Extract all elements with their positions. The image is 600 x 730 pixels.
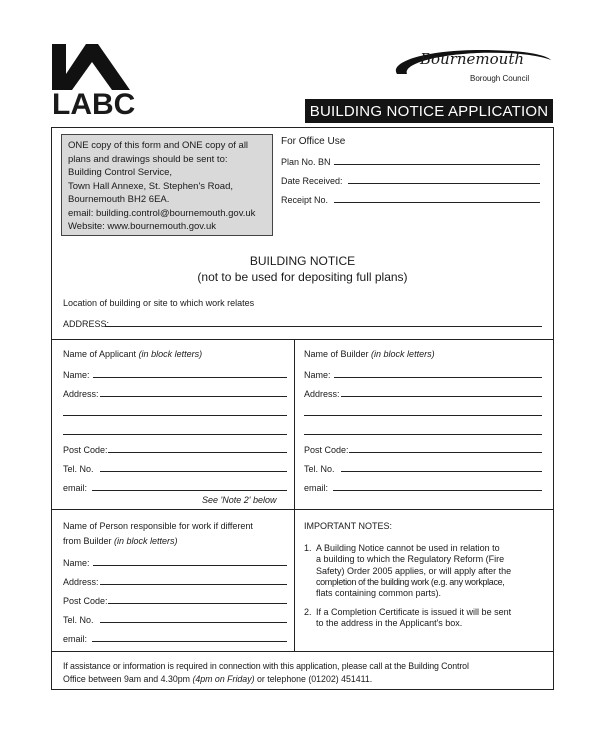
note-1-line-5: flats containing common parts). bbox=[316, 588, 442, 599]
responsible-heading-1: Name of Person responsible for work if different bbox=[63, 521, 253, 531]
responsible-tel-field[interactable] bbox=[100, 622, 287, 623]
office-use-title: For Office Use bbox=[281, 136, 346, 147]
note-2-line-2: to the address in the Applicant's box. bbox=[316, 618, 463, 629]
builder-name-field[interactable] bbox=[334, 377, 542, 378]
builder-email-label: email: bbox=[304, 483, 329, 493]
location-label: Location of building or site to which work relates bbox=[63, 298, 255, 308]
note-1-number: 1. bbox=[304, 543, 312, 553]
council-script-name: Bournemouth bbox=[420, 50, 525, 68]
applicant-postcode-label: Post Code: bbox=[63, 445, 108, 455]
section-divider-2 bbox=[51, 509, 554, 510]
builder-address-field-1[interactable] bbox=[341, 396, 542, 397]
send-address-1: Building Control Service, bbox=[68, 167, 173, 178]
applicant-tel-label: Tel. No. bbox=[63, 464, 94, 474]
receipt-no-field[interactable] bbox=[334, 202, 540, 203]
notice-subheading: (not to be used for depositing full plans) bbox=[197, 270, 408, 284]
builder-postcode-field[interactable] bbox=[349, 452, 542, 453]
receipt-no-label: Receipt No. bbox=[281, 195, 329, 205]
applicant-email-label: email: bbox=[63, 483, 88, 493]
labc-logo-text: LABC bbox=[52, 88, 136, 121]
builder-tel-field[interactable] bbox=[341, 471, 542, 472]
responsible-heading-text: from Builder bbox=[63, 536, 112, 546]
note-1-line-1: A Building Notice cannot be used in relation to bbox=[316, 543, 500, 553]
applicant-address-field-2[interactable] bbox=[63, 415, 287, 416]
applicant-address-field-3[interactable] bbox=[63, 434, 287, 435]
send-website: Website: www.bournemouth.gov.uk bbox=[68, 221, 217, 232]
applicant-heading bbox=[63, 349, 202, 359]
responsible-address-label: Address: bbox=[63, 577, 99, 587]
labc-logo-mark bbox=[52, 44, 132, 90]
note-2-number: 2. bbox=[304, 607, 312, 617]
note-1-line-3: Safety) Order 2005 applies, or will apply after the bbox=[316, 565, 512, 576]
responsible-heading-2 bbox=[63, 536, 178, 546]
builder-heading-text: Name of Builder bbox=[304, 349, 369, 359]
responsible-email-label: email: bbox=[63, 634, 88, 644]
builder-address-field-2[interactable] bbox=[304, 415, 542, 416]
send-email: email: building.control@bournemouth.gov.uk bbox=[68, 207, 256, 219]
site-address-field[interactable] bbox=[105, 326, 542, 327]
applicant-address-field-1[interactable] bbox=[100, 396, 287, 397]
responsible-name-field[interactable] bbox=[93, 565, 287, 566]
responsible-name-label: Name: bbox=[63, 558, 90, 568]
send-address-2: Town Hall Annexe, St. Stephen's Road, bbox=[68, 180, 233, 192]
footer-line-2c: or telephone (01202) 451411. bbox=[256, 674, 373, 684]
builder-tel-label: Tel. No. bbox=[304, 464, 335, 474]
date-received-label: Date Received: bbox=[281, 176, 343, 186]
footer-line-2b: (4pm on Friday) bbox=[192, 674, 255, 684]
footer-line-2a: Office between 9am and 4.30pm bbox=[63, 674, 190, 684]
applicant-tel-field[interactable] bbox=[100, 471, 287, 472]
applicant-heading-text: Name of Applicant bbox=[63, 349, 137, 359]
notes-title: IMPORTANT NOTES: bbox=[304, 521, 393, 531]
responsible-email-field[interactable] bbox=[92, 641, 287, 642]
notice-heading: BUILDING NOTICE bbox=[249, 254, 356, 268]
applicant-name-label: Name: bbox=[63, 370, 90, 380]
applicant-address-label: Address: bbox=[63, 389, 99, 399]
form-title-bar bbox=[305, 99, 553, 123]
note-2-line-1: If a Completion Certificate is issued it will be sent bbox=[316, 607, 512, 617]
council-subtitle: Borough Council bbox=[470, 74, 530, 83]
builder-address-label: Address: bbox=[304, 389, 340, 399]
section-divider-1 bbox=[51, 339, 554, 340]
see-note-2: See 'Note 2' below bbox=[202, 495, 277, 505]
column-divider-2 bbox=[294, 509, 295, 651]
footer-text bbox=[63, 660, 543, 686]
send-line-1: ONE copy of this form and ONE copy of all bbox=[68, 140, 249, 151]
applicant-postcode-field[interactable] bbox=[108, 452, 287, 453]
plan-no-field[interactable] bbox=[334, 164, 540, 165]
note-1-text bbox=[316, 543, 542, 599]
responsible-heading-note: (in block letters) bbox=[114, 536, 178, 546]
form-title: BUILDING NOTICE APPLICATION bbox=[309, 102, 549, 120]
builder-address-field-3[interactable] bbox=[304, 434, 542, 435]
address-label: ADDRESS: bbox=[63, 319, 110, 329]
send-address-3: Bournemouth BH2 6EA. bbox=[68, 194, 170, 205]
responsible-postcode-field[interactable] bbox=[108, 603, 287, 604]
applicant-name-field[interactable] bbox=[93, 377, 287, 378]
note-1-line-2: a building to which the Regulatory Reform (Fire bbox=[316, 554, 505, 565]
builder-heading-note: (in block letters) bbox=[371, 349, 435, 359]
footer-line-1: If assistance or information is required in connection with this application, please call at the Building Control bbox=[63, 661, 469, 671]
section-divider-3 bbox=[51, 651, 554, 652]
footer-line-2 bbox=[63, 673, 543, 686]
responsible-tel-label: Tel. No. bbox=[63, 615, 94, 625]
responsible-postcode-label: Post Code: bbox=[63, 596, 108, 606]
column-divider-1 bbox=[294, 339, 295, 509]
builder-name-label: Name: bbox=[304, 370, 331, 380]
responsible-address-field[interactable] bbox=[100, 584, 287, 585]
note-1-line-4: completion of the building work (e.g. any workplace, bbox=[316, 576, 505, 587]
plan-no-label: Plan No. BN bbox=[281, 157, 331, 167]
send-instructions-box bbox=[61, 134, 273, 236]
builder-email-field[interactable] bbox=[333, 490, 542, 491]
builder-heading bbox=[304, 349, 435, 359]
send-line-2: plans and drawings should be sent to: bbox=[68, 153, 228, 165]
note-2-text bbox=[316, 607, 542, 630]
date-received-field[interactable] bbox=[348, 183, 540, 184]
builder-postcode-label: Post Code: bbox=[304, 445, 349, 455]
applicant-heading-note: (in block letters) bbox=[138, 349, 203, 359]
applicant-email-field[interactable] bbox=[92, 490, 287, 491]
